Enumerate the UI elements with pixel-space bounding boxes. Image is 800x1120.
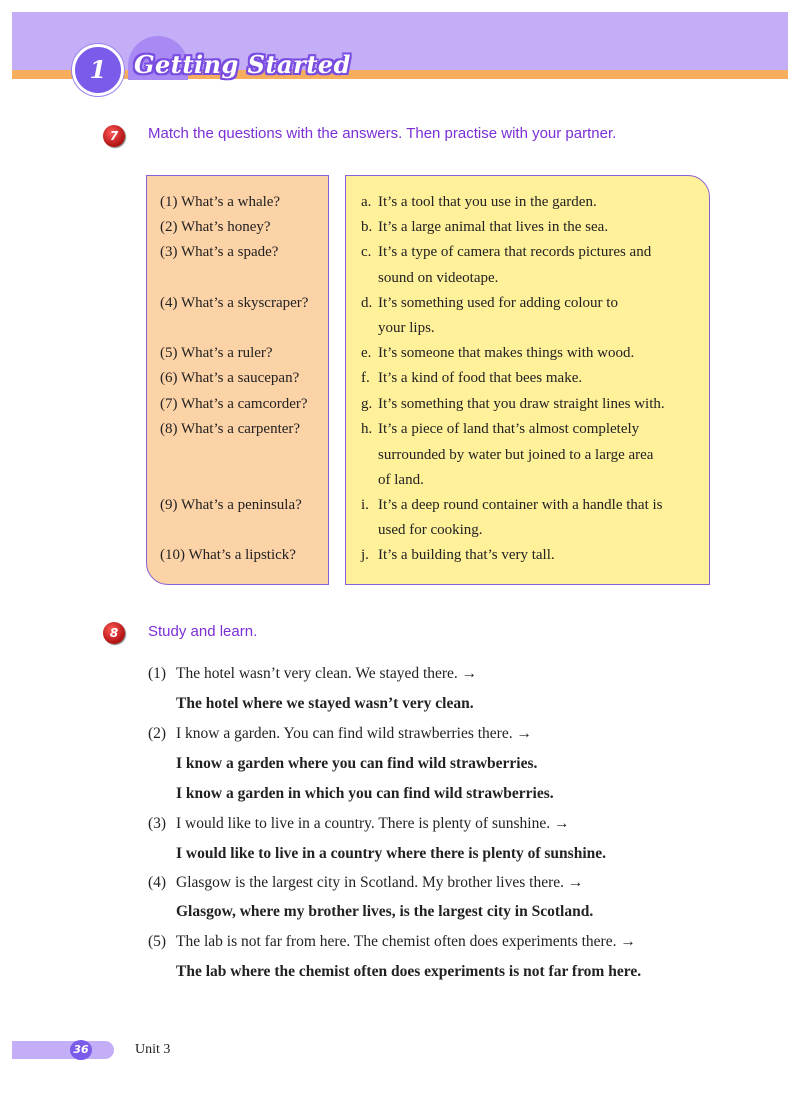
question-item: (7) What’s a camcorder? [160, 396, 308, 412]
answer-letter: b. [361, 219, 373, 235]
example-prompt-text: The lab is not far from here. The chemist often does experiments there. → [176, 933, 636, 950]
answer-text: It’s someone that makes things with wood. [378, 345, 635, 361]
page-number: 36 [70, 1040, 92, 1060]
answer-letter: c. [361, 244, 372, 260]
answer-item [361, 293, 618, 313]
example-number: (2) [148, 725, 167, 742]
answer-text: It’s a type of camera that records pictures and [378, 244, 652, 260]
question-item: (10) What’s a lipstick? [160, 547, 296, 563]
answer-item [361, 368, 582, 388]
example-prompt [148, 724, 532, 744]
question-item: (2) What’s honey? [160, 219, 271, 235]
section-title: Getting Started [134, 50, 351, 79]
question-item: (3) What’s a spade? [160, 244, 279, 260]
example-prompt [148, 932, 636, 952]
exercise-8-instruction: Study and learn. [148, 623, 258, 640]
answer-text: It’s a tool that you use in the garden. [378, 194, 597, 210]
answer-text-continued: surrounded by water but joined to a large area [378, 447, 654, 463]
answer-letter: f. [361, 370, 370, 386]
question-item: (4) What’s a skyscraper? [160, 295, 309, 311]
example-answer: I would like to live in a country where there is plenty of sunshine. [176, 845, 607, 862]
example-number: (1) [148, 665, 167, 682]
answer-text-continued: sound on videotape. [378, 270, 499, 286]
example-number: (5) [148, 933, 167, 950]
example-answer: Glasgow, where my brother lives, is the largest city in Scotland. [176, 903, 594, 920]
answer-text: It’s a deep round container with a handle that is [378, 497, 663, 513]
example-answer: I know a garden in which you can find wild strawberries. [176, 785, 554, 802]
section-number-badge [72, 44, 124, 96]
answer-text: It’s something that you draw straight lines with. [378, 396, 665, 412]
answer-text: It’s a piece of land that’s almost completely [378, 421, 640, 437]
example-prompt-text: I would like to live in a country. There is plenty of sunshine. → [176, 815, 570, 832]
answer-text-continued: used for cooking. [378, 522, 483, 538]
answer-letter: i. [361, 497, 369, 513]
answer-text: It’s a large animal that lives in the sea. [378, 219, 609, 235]
answer-letter: g. [361, 396, 373, 412]
answer-item [361, 495, 663, 515]
answer-item [361, 545, 555, 565]
question-item: (9) What’s a peninsula? [160, 497, 302, 513]
answer-text: It’s something used for adding colour to [378, 295, 618, 311]
answer-letter: j. [361, 547, 369, 563]
question-item: (1) What’s a whale? [160, 194, 281, 210]
answer-letter: d. [361, 295, 373, 311]
section-number: 1 [89, 55, 107, 84]
question-item: (8) What’s a carpenter? [160, 421, 301, 437]
exercise-8-badge: 8 [103, 622, 125, 644]
question-item: (5) What’s a ruler? [160, 345, 273, 361]
example-prompt [148, 814, 569, 834]
answer-item [361, 343, 634, 363]
example-number: (3) [148, 815, 167, 832]
unit-label: Unit 3 [135, 1042, 171, 1057]
example-answer: The hotel where we stayed wasn’t very clean. [176, 695, 474, 712]
answer-item [361, 242, 651, 262]
exercise-7-instruction: Match the questions with the answers. Then practise with your partner. [148, 125, 617, 142]
example-number: (4) [148, 874, 167, 891]
answer-text-continued: of land. [378, 472, 424, 488]
answer-item [361, 217, 608, 237]
example-prompt-text: The hotel wasn’t very clean. We stayed there. → [176, 665, 478, 682]
answer-letter: a. [361, 194, 372, 210]
answer-text-continued: your lips. [378, 320, 435, 336]
example-prompt [148, 664, 477, 684]
example-answer: I know a garden where you can find wild strawberries. [176, 755, 538, 772]
question-item: (6) What’s a saucepan? [160, 370, 300, 386]
answer-text: It’s a kind of food that bees make. [378, 370, 583, 386]
answer-item [361, 394, 665, 414]
answer-letter: e. [361, 345, 372, 361]
answer-item [361, 192, 597, 212]
answer-text: It’s a building that’s very tall. [378, 547, 555, 563]
footer-bar [12, 1041, 114, 1059]
answer-letter: h. [361, 421, 373, 437]
example-prompt [148, 873, 583, 893]
answer-item [361, 419, 639, 439]
example-answer: The lab where the chemist often does experiments is not far from here. [176, 963, 642, 980]
example-prompt-text: I know a garden. You can find wild strawberries there. → [176, 725, 532, 742]
example-prompt-text: Glasgow is the largest city in Scotland. My brother lives there. → [176, 874, 584, 891]
exercise-7-badge: 7 [103, 125, 125, 147]
